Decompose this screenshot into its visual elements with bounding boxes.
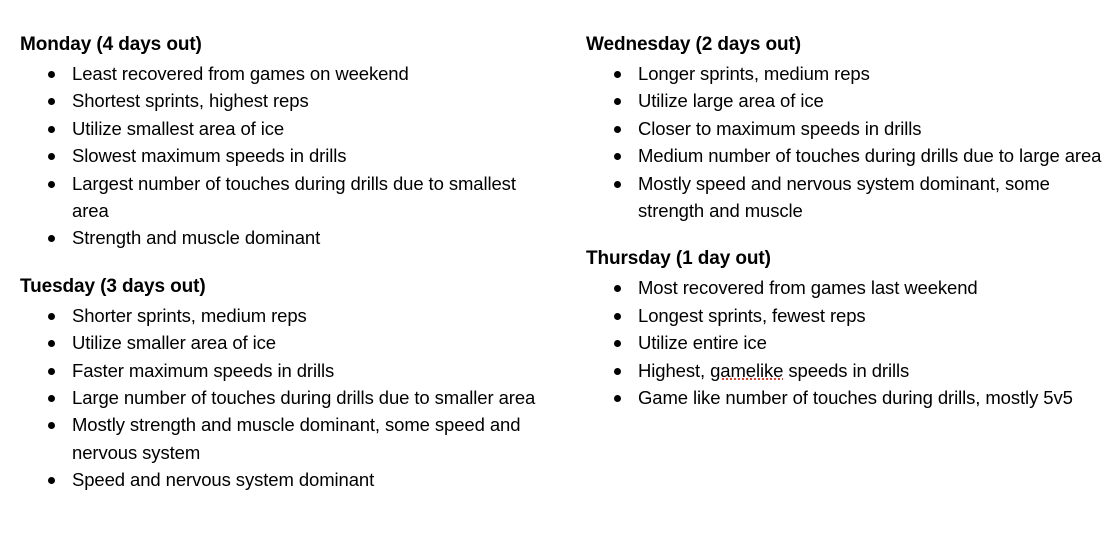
column-left xyxy=(20,32,544,515)
list-monday xyxy=(20,60,544,252)
list-item: Shortest sprints, highest reps xyxy=(20,87,544,114)
list-item: Strength and muscle dominant xyxy=(20,224,544,251)
heading-thursday: Thursday (1 day out) xyxy=(586,248,771,270)
list-tuesday xyxy=(20,302,544,494)
heading-monday: Monday (4 days out) xyxy=(20,34,202,55)
column-right xyxy=(586,32,1104,433)
list-item-with-spellcheck xyxy=(586,357,1104,384)
list-item: Longest sprints, fewest reps xyxy=(586,302,1104,329)
heading-tuesday: Tuesday (3 days out) xyxy=(20,275,206,297)
list-item: Large number of touches during drills due to smaller area xyxy=(20,384,544,411)
list-item: Mostly strength and muscle dominant, some speed and nervous system xyxy=(20,411,544,466)
list-item: Largest number of touches during drills due to smallest area xyxy=(20,170,544,225)
section-thursday xyxy=(586,246,1104,411)
text-after-misspelling: speeds in drills xyxy=(783,359,910,381)
list-item: Most recovered from games last weekend xyxy=(586,274,1104,301)
list-thursday xyxy=(586,274,1104,411)
section-wednesday xyxy=(586,32,1104,224)
list-item: Utilize large area of ice xyxy=(586,87,1104,114)
list-item: Shorter sprints, medium reps xyxy=(20,302,544,329)
text-before-misspelling: Highest, xyxy=(638,359,711,381)
list-item: Speed and nervous system dominant xyxy=(20,466,544,493)
list-item: Mostly speed and nervous system dominant, some strength and muscle xyxy=(586,170,1104,225)
misspelled-word[interactable]: gamelike xyxy=(710,359,784,381)
list-item: Utilize smallest area of ice xyxy=(20,115,544,142)
section-tuesday xyxy=(20,274,544,494)
list-item: Closer to maximum speeds in drills xyxy=(586,115,1104,142)
list-item: Faster maximum speeds in drills xyxy=(20,357,544,384)
two-column-layout xyxy=(20,32,1102,515)
list-item: Longer sprints, medium reps xyxy=(586,60,1104,87)
list-item: Utilize entire ice xyxy=(586,329,1104,356)
list-item: Utilize smaller area of ice xyxy=(20,329,544,356)
heading-wednesday: Wednesday (2 days out) xyxy=(586,34,801,55)
section-monday xyxy=(20,32,544,252)
list-wednesday xyxy=(586,60,1104,224)
list-item: Least recovered from games on weekend xyxy=(20,60,544,87)
list-item: Game like number of touches during drills, mostly 5v5 xyxy=(586,384,1104,411)
list-item: Slowest maximum speeds in drills xyxy=(20,142,544,169)
list-item: Medium number of touches during drills due to large area xyxy=(586,142,1104,169)
